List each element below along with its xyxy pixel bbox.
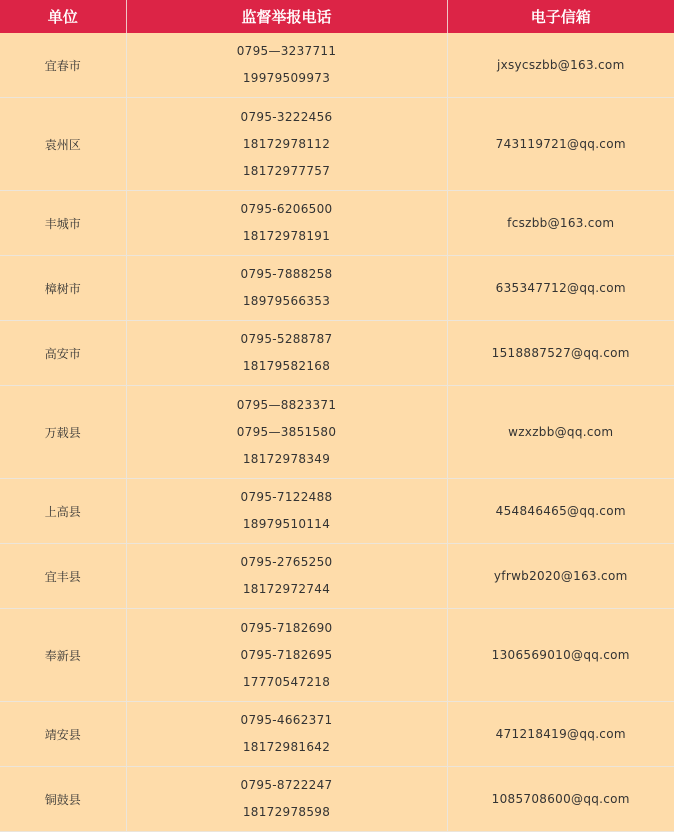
phone-number: 18179582168 [242, 359, 331, 373]
table-row [0, 191, 674, 256]
phone-number: 0795-8722247 [240, 778, 333, 792]
phone-cell [126, 544, 447, 609]
table-header [0, 0, 674, 33]
email-cell: 1518887527@qq.com [447, 321, 674, 386]
header-email: 电子信箱 [447, 0, 674, 33]
email-cell: yfrwb2020@163.com [447, 544, 674, 609]
phone-number: 0795-3222456 [240, 109, 333, 124]
table-row [0, 609, 674, 702]
email-cell: 743119721@qq.com [447, 98, 674, 191]
phone-list [127, 772, 447, 826]
phone-number: 0795—3851580 [236, 424, 337, 439]
phone-list [127, 326, 447, 380]
phone-cell [126, 702, 447, 767]
phone-number: 0795-6206500 [240, 202, 333, 216]
email-cell: 1085708600@qq.com [447, 767, 674, 832]
phone-number: 17770547218 [242, 674, 331, 689]
phone-cell [126, 386, 447, 479]
phone-cell [126, 609, 447, 702]
phone-number: 18172978598 [242, 805, 331, 819]
table-row [0, 479, 674, 544]
unit-cell: 奉新县 [0, 609, 126, 702]
unit-cell: 万载县 [0, 386, 126, 479]
table-row [0, 321, 674, 386]
unit-cell: 袁州区 [0, 98, 126, 191]
phone-list [127, 707, 447, 761]
phone-cell [126, 191, 447, 256]
table-row [0, 33, 674, 98]
email-cell: 454846465@qq.com [447, 479, 674, 544]
phone-list [127, 38, 447, 92]
table-row [0, 544, 674, 609]
email-cell: jxsycszbb@163.com [447, 33, 674, 98]
email-cell: wzxzbb@qq.com [447, 386, 674, 479]
phone-cell [126, 256, 447, 321]
phone-list [127, 549, 447, 603]
email-cell: 635347712@qq.com [447, 256, 674, 321]
email-cell: 471218419@qq.com [447, 702, 674, 767]
table-row [0, 386, 674, 479]
phone-number: 0795-4662371 [240, 713, 333, 727]
phone-cell [126, 98, 447, 191]
unit-cell: 宜春市 [0, 33, 126, 98]
phone-list [127, 104, 447, 185]
unit-cell: 宜丰县 [0, 544, 126, 609]
phone-number: 18172977757 [242, 163, 331, 178]
phone-number: 18172978112 [242, 136, 331, 151]
unit-cell: 樟树市 [0, 256, 126, 321]
table-row [0, 767, 674, 832]
phone-list [127, 484, 447, 538]
header-unit: 单位 [0, 0, 126, 33]
phone-list [127, 615, 447, 696]
phone-number: 18172978191 [242, 229, 331, 243]
unit-cell: 铜鼓县 [0, 767, 126, 832]
phone-cell [126, 767, 447, 832]
phone-number: 18172981642 [242, 740, 331, 754]
phone-cell [126, 33, 447, 98]
phone-number: 0795-7182690 [240, 620, 333, 635]
table-row [0, 256, 674, 321]
unit-cell: 靖安县 [0, 702, 126, 767]
phone-cell [126, 479, 447, 544]
table-body [0, 33, 674, 832]
phone-number: 0795-5288787 [240, 332, 333, 346]
phone-number: 18172978349 [242, 451, 331, 466]
phone-number: 0795-7122488 [240, 490, 333, 504]
table-row [0, 702, 674, 767]
phone-number: 18172972744 [242, 582, 331, 596]
unit-cell: 上高县 [0, 479, 126, 544]
phone-number: 0795—8823371 [236, 397, 337, 412]
phone-number: 0795-2765250 [240, 555, 333, 569]
phone-number: 18979510114 [242, 517, 331, 531]
unit-cell: 丰城市 [0, 191, 126, 256]
phone-number: 0795-7182695 [240, 647, 333, 662]
phone-list [127, 261, 447, 315]
phone-list [127, 392, 447, 473]
phone-number: 0795-7888258 [240, 267, 333, 281]
phone-number: 19979509973 [242, 71, 331, 85]
header-phone: 监督举报电话 [126, 0, 447, 33]
unit-cell: 高安市 [0, 321, 126, 386]
email-cell: fcszbb@163.com [447, 191, 674, 256]
phone-list [127, 196, 447, 250]
phone-number: 18979566353 [242, 294, 331, 308]
phone-number: 0795—3237711 [236, 44, 337, 58]
header-row [0, 0, 674, 33]
email-cell: 1306569010@qq.com [447, 609, 674, 702]
phone-cell [126, 321, 447, 386]
table-row [0, 98, 674, 191]
